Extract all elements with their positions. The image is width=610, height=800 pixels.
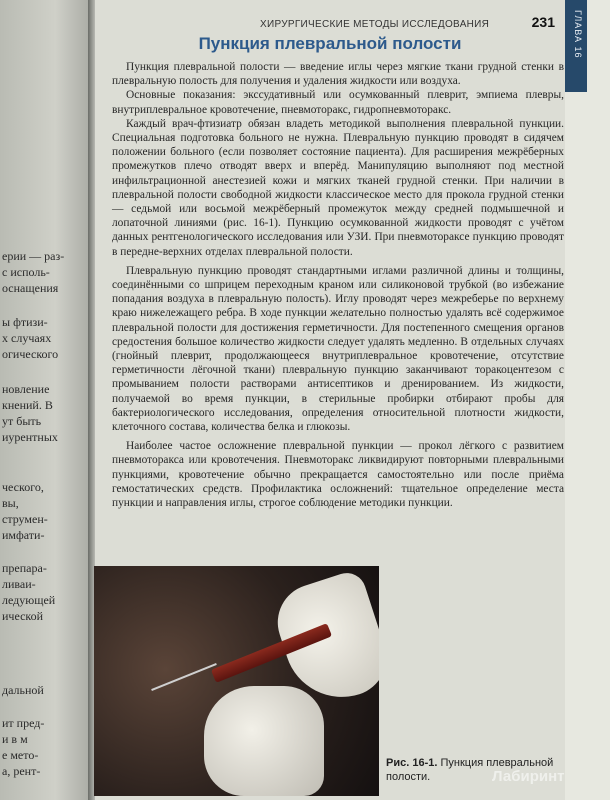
section-title: Пункция плевральной полости: [198, 34, 462, 53]
left-page-fragment: дальной: [2, 683, 44, 697]
gloved-hand-lower: [204, 686, 324, 796]
needle: [151, 663, 217, 691]
procedure-photo: [94, 566, 379, 796]
paragraph-technique: Каждый врач-фтизиатр обязан владеть методикой выполнения плевральной пункции. Специальная подготовка больного не нужна. Плевральную пункцию проводят в сидячем положении больного (если позволяет состояние пациента). Для расширения межрёберных промежутков плечо отводят вверх и вперёд. Манипуляцию выполняют под местной инфильтрационной анестезией кожи и мягких тканей грудной стенки. При наличии в плевральной полости свободной жидкости классическое место для прокола грудной стенки — седьмой или восьмой межрёберный промежуток между средней подмышечной и лопаточной линиями (рис. 16-1). Пункцию осумкованной жидкости проводят с учётом данных рентгенологического исследования или УЗИ. При пневмотораксе пункцию проводят в передне-верхних отделах плевральной полости.: [112, 117, 564, 258]
left-page-fragment: а, рент-: [2, 764, 41, 778]
left-page-fragment: иурентных: [2, 430, 58, 444]
left-page-fragment: х случаях: [2, 331, 52, 345]
chapter-tab-label: ГЛАВА 16: [573, 10, 583, 59]
paragraph-indications: Основные показания: экссудативный или осумкованный плеврит, эмпиема плевры, внутриплевральное кровотечение, пневмоторакс, гидропневмоторакс.: [112, 89, 564, 116]
page-number: 231: [531, 14, 555, 30]
left-page-fragment: кнений. В: [2, 398, 53, 412]
chapter-tab-strip: [565, 0, 610, 800]
figure-caption-text: Пункция плевральной полости.: [386, 757, 554, 783]
left-page-fragment: ливаи-: [2, 577, 36, 591]
running-title: ХИРУРГИЧЕСКИЕ МЕТОДЫ ИССЛЕДОВАНИЯ: [260, 19, 490, 30]
left-page-fragment: струмен-: [2, 512, 48, 526]
left-page-fragment: вы,: [2, 496, 19, 510]
left-page-fragment: е мето-: [2, 748, 39, 762]
left-page-fragment: ут быть: [2, 414, 42, 428]
left-page-fragment: ледующей: [2, 593, 56, 607]
left-page-edge: [0, 0, 92, 800]
chapter-tab: [565, 0, 587, 92]
paragraph-procedure: Плевральную пункцию проводят стандартными иглами различной длины и толщины, соединёнными со шприцем переходным краном или силиконовой трубкой (во избежание попадания воздуха в плевральную полость). Иглу проводят через межреберье по верхнему краю нижележащего ребра. В ходе пункции желательно полностью удалять всё содержимое плевральной полости для достижения герметичности. Для постепенного смещения органов средостения большое количество жидкости следует удалять медленно. В отдельных случаях (гнойный плеврит, продолжающееся внутриплевральное кровотечение, отсутствие герметичности лёгочной ткани) плевральную пункцию заканчивают торакоцентезом с промыванием полости растворами антисептиков и дренированием. Из жидкости, получаемой во время пункции, в стерильные пробирки отбирают пробы для бактериологического исследования, определения относительной плотности жидкости, клеточного состава, количества белка и глюкозы.: [112, 264, 564, 434]
body-text: [112, 60, 564, 510]
left-page-fragment: ы фтизи-: [2, 315, 48, 329]
left-page-fragment: огического: [2, 347, 59, 361]
left-page-fragment: имфати-: [2, 528, 45, 542]
left-page-fragment: ит пред-: [2, 716, 45, 730]
left-page-fragment: новление: [2, 382, 50, 396]
paragraph-definition: Пункция плевральной полости — введение иглы через мягкие ткани грудной стенки в плевральную полость для получения и удаления жидкости или воздуха.: [112, 61, 564, 88]
figure-caption-label: Рис. 16-1.: [386, 757, 438, 769]
left-page-fragment: ерии — раз-: [2, 249, 65, 263]
left-page-fragment: ической: [2, 609, 44, 623]
running-header: [260, 14, 555, 30]
left-page-fragment: с исполь-: [2, 265, 50, 279]
paragraph-complications: Наиболее частое осложнение плевральной пункции — прокол лёгкого с развитием пневмоторакса или кровотечения. Пневмоторакс ликвидируют повторными плевральными пункциями, кровотечение обычно прекращается самостоятельно или после приёма гемостатических средств. Профилактика осложнений: тщательное определение места пункции и направления иглы, строгое соблюдение методики пункции.: [112, 440, 564, 510]
left-page-fragment: препара-: [2, 561, 47, 575]
left-page-fragment: и в м: [2, 732, 28, 746]
left-page-fragment: оснащения: [2, 281, 59, 295]
watermark: Лабиринт: [492, 768, 565, 785]
left-page-fragment: ческого,: [2, 480, 44, 494]
